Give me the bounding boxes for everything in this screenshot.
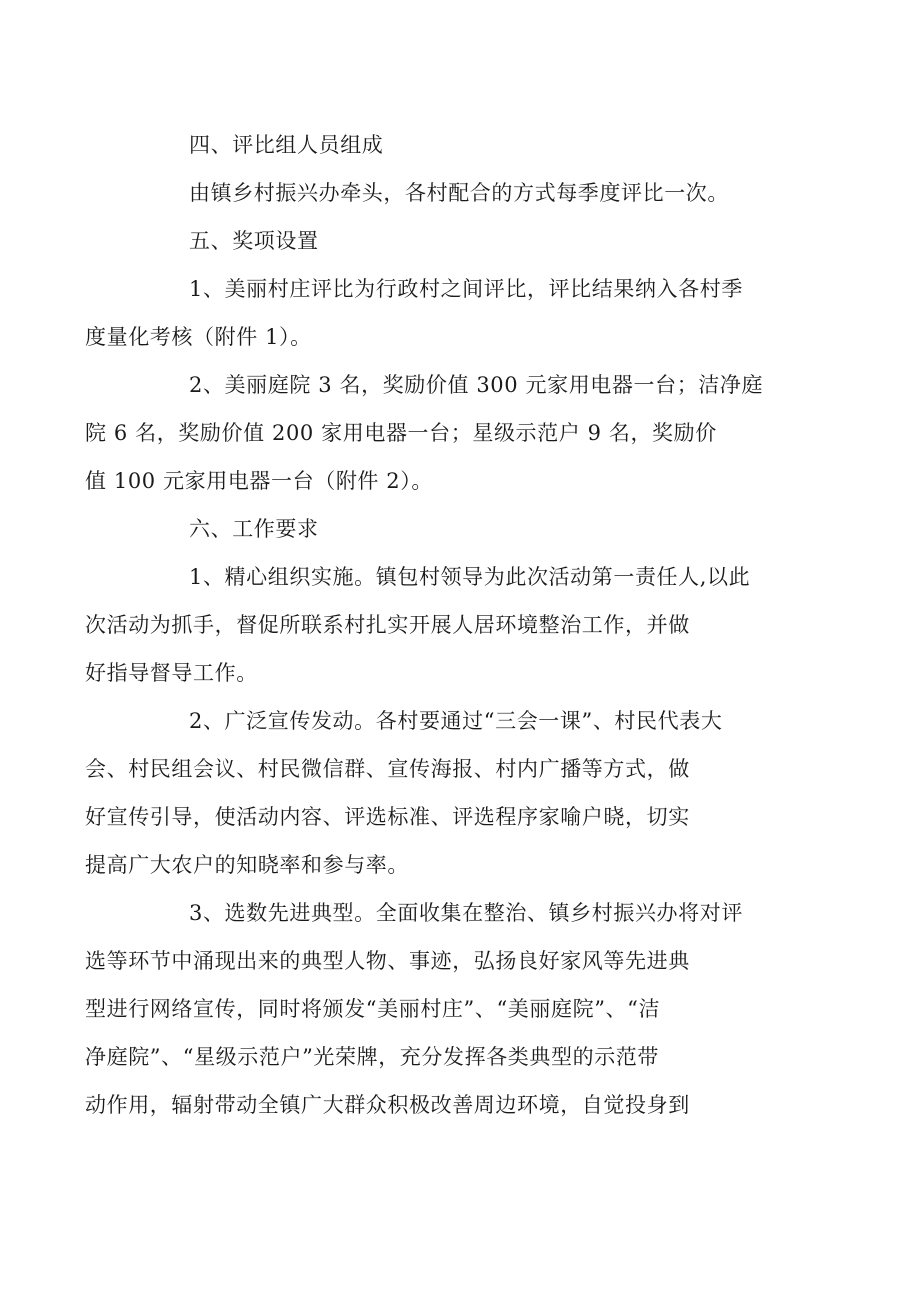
text-line: 六、工作要求 <box>189 517 319 541</box>
text-line: 提高广大农户的知晓率和参与率。 <box>85 853 409 877</box>
text-line: 2、美丽庭院 3 名，奖励价值 300 元家用电器一台；洁净庭 <box>189 373 764 397</box>
text-line: 好宣传引导，使活动内容、评选标准、评选程序家喻户晓，切实 <box>85 805 690 829</box>
text-line: 由镇乡村振兴办牵头，各村配合的方式每季度评比一次。 <box>189 181 729 205</box>
text-line: 值 100 元家用电器一台（附件 2）。 <box>85 469 433 493</box>
section-heading-4 <box>137 121 787 169</box>
text-line: 1、美丽村庄评比为行政村之间评比，评比结果纳入各村季 <box>189 277 743 301</box>
text-line: 净庭院”、“星级示范户”光荣牌，充分发挥各类典型的示范带 <box>85 1045 660 1069</box>
text-line: 好指导督导工作。 <box>85 661 258 685</box>
text-line: 会、村民组会议、村民微信群、宣传海报、村内广播等方式，做 <box>85 757 690 781</box>
document-body <box>85 121 787 1129</box>
text-line: 3、选数先进典型。全面收集在整治、镇乡村振兴办将对评 <box>189 901 743 925</box>
paragraph <box>137 169 787 217</box>
text-line: 选等环节中涌现出来的典型人物、事迹，弘扬良好家风等先进典 <box>85 949 690 973</box>
text-line: 型进行网络宣传，同时将颁发“美丽村庄”、“美丽庭院”、“洁 <box>85 997 661 1021</box>
paragraph <box>85 361 787 505</box>
text-line: 四、评比组人员组成 <box>189 133 384 157</box>
text-line: 五、奖项设置 <box>189 229 319 253</box>
text-line: 2、广泛宣传发动。各村要通过“三会一课”、村民代表大 <box>189 709 723 733</box>
text-line: 度量化考核（附件 1）。 <box>85 325 312 349</box>
text-line: 动作用，辐射带动全镇广大群众积极改善周边环境，自觉投身到 <box>85 1093 690 1117</box>
text-line: 1、精心组织实施。镇包村领导为此次活动第一责任人,以此 <box>189 565 751 589</box>
paragraph <box>85 265 787 361</box>
text-line: 院 6 名，奖励价值 200 家用电器一台；星级示范户 9 名，奖励价 <box>85 421 717 445</box>
section-heading-6 <box>137 505 787 553</box>
paragraph <box>85 553 787 697</box>
paragraph <box>85 889 787 1129</box>
paragraph <box>85 697 787 889</box>
text-line: 次活动为抓手，督促所联系村扎实开展人居环境整治工作，并做 <box>85 613 690 637</box>
section-heading-5 <box>137 217 787 265</box>
